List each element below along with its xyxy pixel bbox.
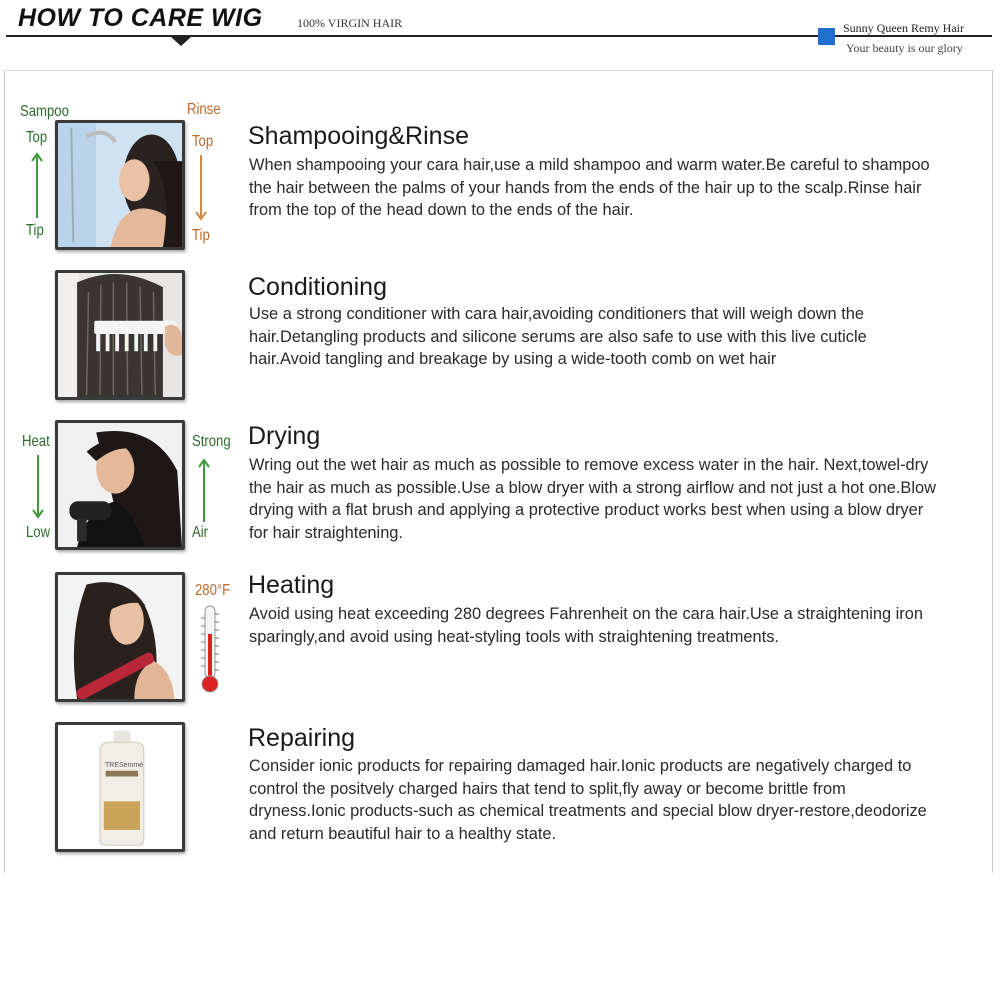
arrow-up-icon [31,152,43,218]
shampoo-bottom-label: Tip [26,222,44,239]
straightener-photo [55,572,185,702]
brand-name: Sunny Queen Remy Hair [843,21,964,35]
shower-photo [55,120,185,250]
shampoo-top-label: Top [26,129,48,146]
header-notch [171,37,191,46]
page-title: HOW TO CARE WIG [18,4,263,32]
section-title: Heating [248,571,335,599]
blow-dryer-photo [55,420,185,550]
section-body: Avoid using heat exceeding 280 degrees Fahrenheit on the cara hair.Use a straightening iron sparingly,and avoid using heat-styling tools with straightening treatments. [249,605,923,646]
page-subtitle: 100% VIRGIN HAIR [297,16,403,30]
air-label: Air [192,524,209,541]
section-body: Wring out the wet hair as much as possible to remove excess water in the hair. Next,towel-dry the hair as much as possible.Use a blow dryer with a strong airflow and not just a hot one.Blow drying with a flat brush and applying a protective product works best when using a blow dryer for hair straightening. [249,456,936,542]
section-title: Drying [248,422,321,450]
section-body: Use a strong conditioner with cara hair,avoiding conditioners that will weigh down the hair.Detangling products and silicone serums are also safe to use with this live cuticle hair.Avoid tangling and breakage by using a wide-tooth comb on wet hair [249,305,867,368]
shampoo-label: Sampoo [20,103,69,120]
arrow-up-icon [198,458,210,522]
low-label: Low [26,524,51,541]
section-body: Consider ionic products for repairing damaged hair.Ionic products are negatively charged to control the positvely charged hairs that tend to split,fly away or become brittle from dryness.Ionic products-such as chemical treatments and special blow dryer-restore,deodorize and return beautiful hair to a healthy state. [249,757,927,843]
strong-label: Strong [192,433,231,450]
brand-tagline: Your beauty is our glory [846,41,963,55]
rinse-top-label: Top [192,133,214,150]
comb-photo [55,270,185,400]
brand-logo-square [818,28,835,45]
conditioner-bottle-photo [55,722,185,852]
bottle-brand-text: TRESemmé [105,762,144,769]
section-title: Repairing [248,724,356,752]
temperature-label: 280°F [195,582,231,599]
heat-label: Heat [22,433,50,450]
section-body: When shampooing your cara hair,use a mild shampoo and warm water.Be careful to shampoo the hair between the palms of your hands from the ends of the hair up to the scalp.Rinse hair from the top of the head down to the ends of the hair. [249,156,930,219]
rinse-bottom-label: Tip [192,227,210,244]
section-title: Conditioning [248,273,387,301]
thermometer-icon [197,604,223,696]
rinse-label: Rinse [187,101,221,118]
arrow-down-icon [195,155,207,221]
section-title: Shampooing&Rinse [248,122,469,150]
arrow-down-icon [32,455,44,519]
